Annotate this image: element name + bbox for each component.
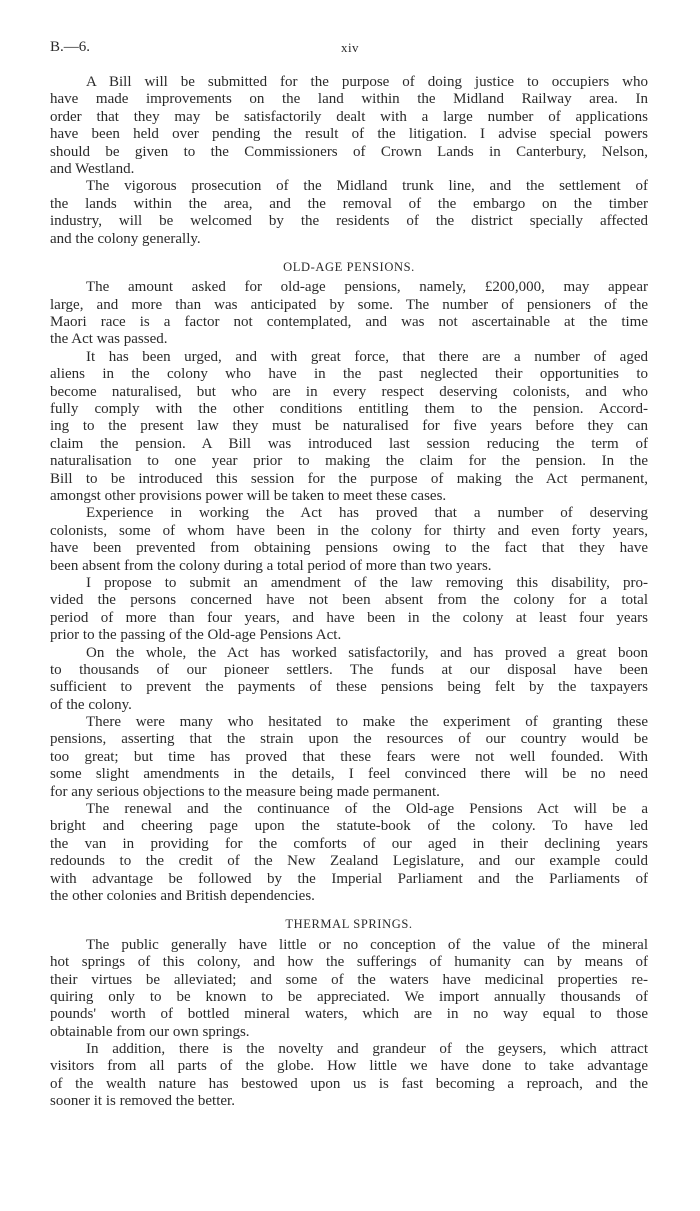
text-line: redounds to the credit of the New Zealand Legislature, and our example could (50, 853, 648, 870)
text-line: pensions, asserting that the strain upon the resources of our country would be (50, 731, 648, 748)
text-line: quiring only to be known to be appreciated. We import annually thousands of (50, 988, 648, 1005)
text-line: The amount asked for old-age pensions, namely, £200,000, may appear (86, 279, 648, 296)
paragraph (50, 178, 648, 248)
text-line: The vigorous prosecution of the Midland trunk line, and the settlement of (86, 178, 648, 195)
text-line: It has been urged, and with great force, that there are a number of aged (86, 348, 648, 365)
text-line: should be given to the Commissioners of Crown Lands in Canterbury, Nelson, (50, 143, 648, 160)
text-line: hot springs of this colony, and how the sufferings of humanity can by means of (50, 954, 648, 971)
text-line: colonists, some of whom have been in the colony for thirty and even forty years, (50, 522, 648, 539)
text-line: large, and more than was anticipated by some. The number of pensioners of the (50, 296, 648, 313)
text-line: too great; but time has proved that these fears were not well founded. With (50, 748, 648, 765)
text-line: aliens in the colony who have in the past neglected their opportunities to (50, 366, 648, 383)
paragraph (50, 801, 648, 905)
paragraph (50, 714, 648, 801)
text-line: have been prevented from obtaining pensions owing to the fact that they have (50, 540, 648, 557)
text-line: for any serious objections to the measure being made permanent. (50, 783, 440, 800)
section-heading: THERMAL SPRINGS. (285, 917, 413, 932)
text-line: visitors from all parts of the globe. How little we have done to take advantage (50, 1058, 648, 1075)
text-line: pounds' worth of bottled mineral waters, which are in no way equal to those (50, 1006, 648, 1023)
text-line: Bill to be introduced this session for the purpose of making the Act permanent, (50, 470, 648, 487)
paragraph (50, 505, 648, 575)
text-line: their virtues be alleviated; and some of the waters have medicinal properties re- (50, 971, 648, 988)
text-line: to thousands of our pioneer settlers. The funds at our disposal have been (50, 661, 648, 678)
text-line: and Westland. (50, 160, 135, 177)
paragraph (50, 575, 648, 645)
section (50, 259, 648, 905)
page-number: xiv (340, 40, 360, 55)
paragraph (50, 645, 648, 715)
text-line: and the colony generally. (50, 230, 201, 247)
document-body (50, 74, 648, 1111)
text-line: the Act was passed. (50, 331, 168, 348)
text-line: I propose to submit an amendment of the law removing this disability, pro- (86, 574, 648, 591)
text-line: of the colony. (50, 696, 132, 713)
text-line: have made improvements on the land within the Midland Railway area. In (50, 91, 648, 108)
text-line: period of more than four years, and have been in the colony at least four years (50, 609, 648, 626)
text-line: In addition, there is the novelty and grandeur of the geysers, which attract (86, 1041, 648, 1058)
text-line: the other colonies and British dependencies. (50, 887, 315, 904)
paragraph (50, 279, 648, 349)
paragraph (50, 937, 648, 1041)
text-line: some slight amendments in the details, I feel convinced there will be no need (50, 766, 648, 783)
text-line: The renewal and the continuance of the Old-age Pensions Act will be a (86, 801, 648, 818)
text-line: sufficient to prevent the payments of these pensions being felt by the taxpayers (50, 679, 648, 696)
text-line: of the wealth nature has bestowed upon us is fast becoming a reproach, and the (50, 1075, 648, 1092)
text-line: The public generally have little or no conception of the value of the mineral (86, 936, 648, 953)
text-line: Experience in working the Act has proved that a number of deserving (86, 505, 648, 522)
text-line: vided the persons concerned have not been absent from the colony for a total (50, 592, 648, 609)
text-line: There were many who hesitated to make the experiment of granting these (86, 714, 648, 731)
text-line: amongst other provisions power will be taken to meet these cases. (50, 487, 447, 504)
text-line: naturalisation to one year prior to making the claim for the pension. In the (50, 453, 648, 470)
paragraph (50, 349, 648, 506)
text-line: order that they may be satisfactorily dealt with a large number of applications (50, 108, 648, 125)
text-line: become naturalised, but who are in every respect deserving colonists, and who (50, 383, 648, 400)
text-line: prior to the passing of the Old-age Pensions Act. (50, 627, 342, 644)
text-line: industry, will be welcomed by the residents of the district specially affected (50, 213, 648, 230)
paragraph (50, 1041, 648, 1111)
text-line: have been held over pending the result of the litigation. I advise special powers (50, 126, 648, 143)
text-line: ing to the present law they must be naturalised for five years before they can (50, 418, 648, 435)
paragraph (50, 74, 648, 178)
section (50, 74, 648, 248)
section-heading: OLD-AGE PENSIONS. (283, 259, 415, 274)
section (50, 916, 648, 1110)
text-line: bright and cheering page upon the statute-book of the colony. To have led (50, 818, 648, 835)
text-line: On the whole, the Act has worked satisfactorily, and has proved a great boon (86, 644, 648, 661)
text-line: Maori race is a factor not contemplated, and was not ascertainable at the time (50, 314, 648, 331)
text-line: the van in providing for the comforts of our aged in their declining years (50, 835, 648, 852)
text-line: A Bill will be submitted for the purpose of doing justice to occupiers who (86, 74, 648, 90)
document-reference: B.—6. (50, 39, 91, 55)
text-line: fully comply with the other conditions entitling them to the pension. Accord- (50, 401, 648, 418)
text-line: obtainable from our own springs. (50, 1023, 250, 1040)
text-line: been absent from the colony during a total period of more than two years. (50, 557, 492, 574)
text-line: the lands within the area, and the removal of the embargo on the timber (50, 195, 648, 212)
text-line: with advantage be followed by the Imperial Parliament and the Parliaments of (50, 870, 648, 887)
text-line: sooner it is removed the better. (50, 1093, 235, 1110)
text-line: claim the pension. A Bill was introduced last session reducing the term of (50, 435, 648, 452)
